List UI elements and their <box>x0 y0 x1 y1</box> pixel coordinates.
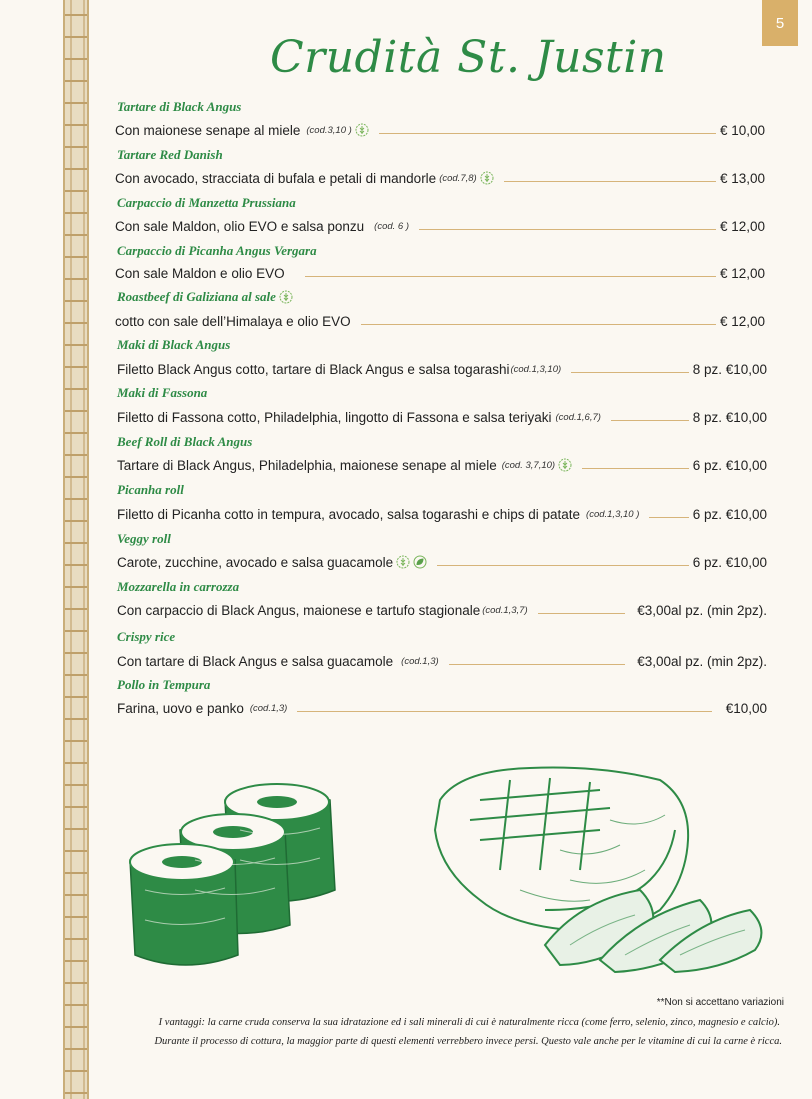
page-number-badge: 5 <box>762 0 798 46</box>
item-price: € 12,00 <box>719 218 765 234</box>
item-description: Con sale Maldon, olio EVO e salsa ponzu <box>115 218 365 234</box>
item-description: Tartare di Black Angus, Philadelphia, maionese senape al miele <box>117 457 497 473</box>
footer-note: **Non si accettano variazioni <box>656 997 784 1008</box>
allergen-codes: (cod.7,8) <box>439 172 477 184</box>
item-name: Mozzarella in carrozza <box>117 579 240 594</box>
item-name-row <box>117 289 293 305</box>
allergen-codes: (cod.1,3,7) <box>482 604 528 616</box>
item-row <box>117 504 767 524</box>
wheat-icon <box>480 171 494 185</box>
item-row <box>117 698 767 718</box>
item-description: Filetto di Picanha cotto in tempura, avocado, salsa togarashi e chips di patate <box>117 506 581 522</box>
item-name: Beef Roll di Black Angus <box>117 434 253 449</box>
dot-leader <box>504 181 716 182</box>
item-price: € 12,00 <box>719 265 765 281</box>
allergen-codes: (cod.1,3,10) <box>510 363 562 375</box>
item-row <box>117 651 767 671</box>
dot-leader <box>297 711 711 712</box>
item-price: 8 pz. €10,00 <box>692 409 767 425</box>
allergen-codes: (cod. 3,7,10) <box>501 459 556 471</box>
sushi-rolls-illustration <box>125 780 345 980</box>
item-description: Con tartare di Black Angus e salsa guacamole <box>117 653 394 669</box>
item-row <box>117 455 767 475</box>
item-description: Con sale Maldon e olio EVO <box>115 265 285 281</box>
page-title: Crudità St. Justin <box>270 32 667 83</box>
item-price: € 12,00 <box>719 313 765 329</box>
item-description: Con avocado, stracciata di bufala e petali di mandorle <box>115 170 437 186</box>
item-description: cotto con sale dell’Himalaya e olio EVO <box>115 313 351 329</box>
allergen-codes: (cod.3,10 ) <box>306 124 352 136</box>
item-price: 8 pz. €10,00 <box>692 361 767 377</box>
wheat-icon <box>279 290 293 304</box>
item-row <box>117 359 767 379</box>
dot-leader <box>582 468 689 469</box>
item-description: Farina, uovo e panko <box>117 700 244 716</box>
dot-leader <box>538 613 626 614</box>
item-name: Maki di Fassona <box>117 385 208 400</box>
item-name: Crispy rice <box>117 629 176 644</box>
item-row <box>117 600 767 620</box>
item-name: Roastbeef di Galiziana al sale <box>117 289 276 304</box>
item-price: € 10,00 <box>719 122 765 138</box>
item-name: Picanha roll <box>117 482 184 497</box>
allergen-codes: (cod.1,3,10 ) <box>586 508 640 520</box>
item-description: Carote, zucchine, avocado e salsa guacamole <box>117 554 394 570</box>
greek-key-border <box>63 0 89 1099</box>
footer-line-1: I vantaggi: la carne cruda conserva la sua idratazione ed i sali minerali di cui è naturalmente ricca (come ferro, selenio, zinco, magnesio e calcio). <box>158 1017 780 1028</box>
footer-line-2: Durante il processo di cottura, la maggior parte di questi elementi verrebbero invece persi. Questo vale anche per le vitamine di cui la carne è ricca. <box>154 1036 782 1047</box>
leaf-icon <box>413 555 427 569</box>
allergen-codes: (cod. 6 ) <box>374 220 410 232</box>
item-row <box>117 552 767 572</box>
item-row <box>115 120 765 140</box>
wheat-icon <box>355 123 369 137</box>
item-name: Carpaccio di Picanha Angus Vergara <box>117 243 317 258</box>
item-row <box>115 216 765 236</box>
item-row <box>117 407 767 427</box>
item-price: 6 pz. €10,00 <box>692 457 767 473</box>
item-price: € 13,00 <box>719 170 765 186</box>
item-description: Con carpaccio di Black Angus, maionese e tartufo stagionale <box>117 602 481 618</box>
allergen-codes: (cod.1,3) <box>401 655 439 667</box>
item-name: Pollo in Tempura <box>117 677 211 692</box>
item-price: 6 pz. €10,00 <box>692 554 767 570</box>
dot-leader <box>379 133 716 134</box>
item-description: Filetto Black Angus cotto, tartare di Black Angus e salsa togarashi <box>117 361 510 377</box>
dot-leader <box>419 229 716 230</box>
item-price: €3,00al pz. (min 2pz). <box>637 602 767 618</box>
item-price: €3,00al pz. (min 2pz). <box>637 653 767 669</box>
dot-leader <box>361 324 716 325</box>
item-name: Tartare Red Danish <box>117 147 223 162</box>
allergen-codes: (cod.1,6,7) <box>555 411 601 423</box>
item-name: Veggy roll <box>117 531 171 546</box>
item-row <box>115 311 765 331</box>
dot-leader <box>305 276 716 277</box>
wheat-icon <box>558 458 572 472</box>
dot-leader <box>611 420 689 421</box>
item-price: €10,00 <box>725 700 767 716</box>
item-name: Tartare di Black Angus <box>117 99 242 114</box>
dot-leader <box>449 664 626 665</box>
item-description: Filetto di Fassona cotto, Philadelphia, lingotto di Fassona e salsa teriyaki <box>117 409 552 425</box>
dot-leader <box>571 372 689 373</box>
dot-leader <box>437 565 689 566</box>
dot-leader <box>649 517 688 518</box>
item-description: Con maionese senape al miele <box>115 122 301 138</box>
item-name: Carpaccio di Manzetta Prussiana <box>117 195 296 210</box>
item-name: Maki di Black Angus <box>117 337 231 352</box>
meat-illustration <box>420 760 780 980</box>
item-price: 6 pz. €10,00 <box>692 506 767 522</box>
allergen-codes: (cod.1,3) <box>249 702 288 714</box>
item-row <box>115 263 765 283</box>
wheat-icon <box>396 555 410 569</box>
item-row <box>115 168 765 188</box>
